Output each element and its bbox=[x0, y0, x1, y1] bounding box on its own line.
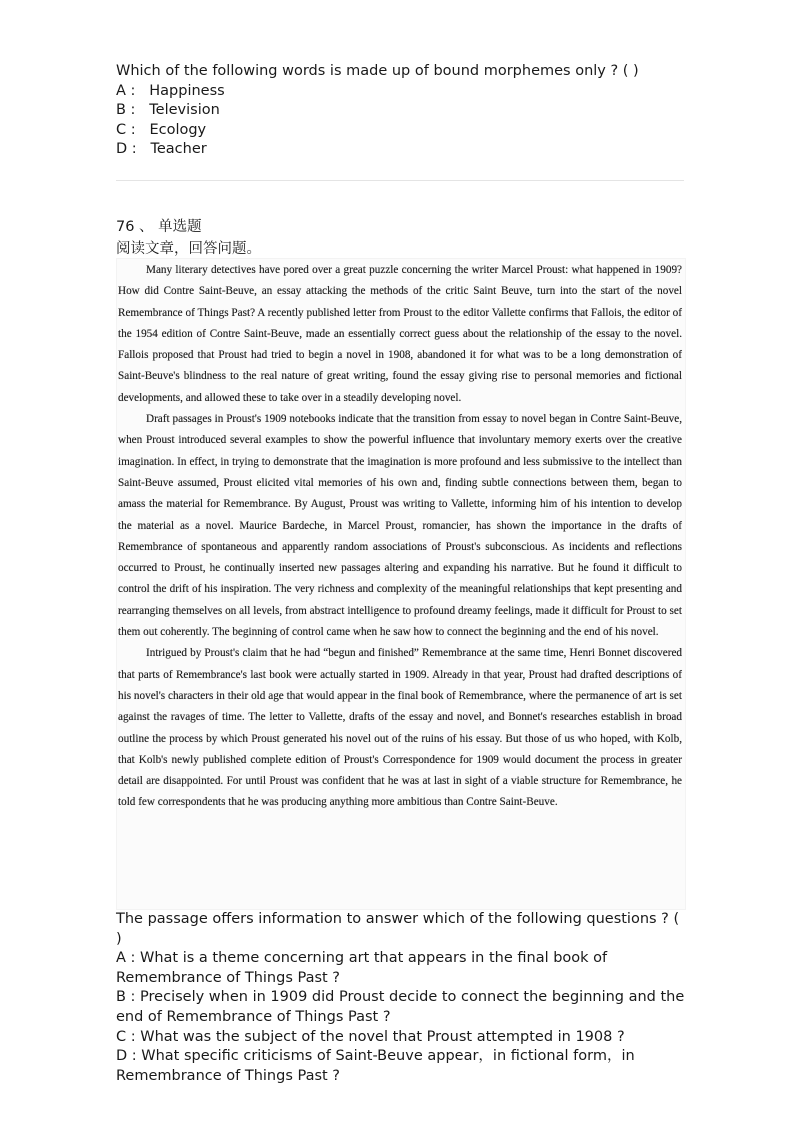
option-b[interactable]: B : Television bbox=[116, 102, 220, 119]
option-c[interactable]: C : What was the subject of the novel that Proust attempted in 1908 ? bbox=[116, 1028, 625, 1045]
passage-paragraph-1: Many literary detectives have pored over a great puzzle concerning the writer Marcel Proust: what happened in 1909? How did Contre Saint-Beuve, an essay attacking the methods of the critic Saint Beuve, turn into the start of the novel Remembrance of Things Past? A recently published letter from Proust to the editor Vallette confirms that Fallois, the editor of the 1954 edition of Contre Saint-Beuve, made an essentially correct guess about the relationship of the essay to the novel. Fallois proposed that Proust had tried to begin a novel in 1908, abandoned it for what was to be a long demonstration of Saint-Beuve's blindness to the real nature of great writing, found the essay giving rise to personal memories and fictional developments, and allowed these to take over in a steadily developing novel. bbox=[118, 264, 682, 404]
divider bbox=[116, 180, 684, 181]
option-c[interactable]: C : Ecology bbox=[116, 121, 207, 138]
question-76-text: The passage offers information to answer which of the following questions ? ( ) bbox=[116, 911, 680, 947]
passage-paragraph-2: Draft passages in Proust's 1909 notebooks indicate that the transition from essay to novel began in Contre Saint-Beuve, when Proust introduced several examples to show the powerful influence that involuntary memory exerts over the creative imagination. In effect, in trying to demonstrate that the imagination is more profound and less submissive to the intellect than Saint-Beuve assumed, Proust elicited vital memories of his own and, finding subtle connections between them, began to amass the material for Remembrance. By August, Proust was writing to Vallette, informing him of his intention to develop the material as a novel. Maurice Bardeche, in Marcel Proust, romancier, has shown the importance in the drafts of Remembrance of spontaneous and apparently random associations of Proust's subconscious. As incidents and reflections occurred to Proust, he continually inserted new passages altering and expanding his narrative. But he found it difficult to control the drift of his inspiration. The very richness and complexity of the meaningful relationships that kept presenting and rearranging themselves on all levels, from abstract intelligence to profound dreamy feelings, made it difficult for Proust to set them out coherently. The beginning of control came when he saw how to connect the beginning and the end of his novel. bbox=[118, 413, 682, 639]
question-75-text: Which of the following words is made up of bound morphemes only ? ( ) bbox=[116, 63, 639, 79]
passage-paragraph-3: Intrigued by Proust's claim that he had “begun and finished” Remembrance at the same time, Henri Bonnet discovered that parts of Remembrance's last book were actually started in 1909. Already in that year, Proust had drafted descriptions of his novel's characters in their old age that would appear in the final book of Remembrance, where the permanence of art is set against the ravages of time. The letter to Vallette, drafts of the essay and novel, and Bonnet's researches establish in broad outline the process by which Proust generated his novel out of the ruins of his essay. But those of us who hoped, with Kolb, that Kolb's newly published complete edition of Proust's Correspondence for 1909 would document the process in greater detail are disappointed. For until Proust was confident that he was at last in sight of a viable structure for Remembrance, he told few correspondents that he was producing anything more ambitious than Contre Saint-Beuve. bbox=[118, 647, 682, 809]
question-number: 76 、 单选题 bbox=[116, 219, 202, 235]
option-d[interactable]: D : What specific criticisms of Saint-Beuve appear，in fictional form，in Remembrance of Things Past ? bbox=[116, 1048, 635, 1084]
question-76 bbox=[116, 910, 688, 1086]
option-a[interactable]: A : What is a theme concerning art that appears in the final book of Remembrance of Things Past ? bbox=[116, 950, 608, 986]
option-a[interactable]: A : Happiness bbox=[116, 82, 225, 99]
question-75 bbox=[116, 62, 686, 160]
passage-scan bbox=[116, 258, 686, 910]
instruction: 阅读文章，回答问题。 bbox=[116, 241, 261, 257]
option-d[interactable]: D : Teacher bbox=[116, 141, 207, 158]
option-b[interactable]: B : Precisely when in 1909 did Proust decide to connect the beginning and the end of Remembrance of Things Past ? bbox=[116, 989, 685, 1025]
